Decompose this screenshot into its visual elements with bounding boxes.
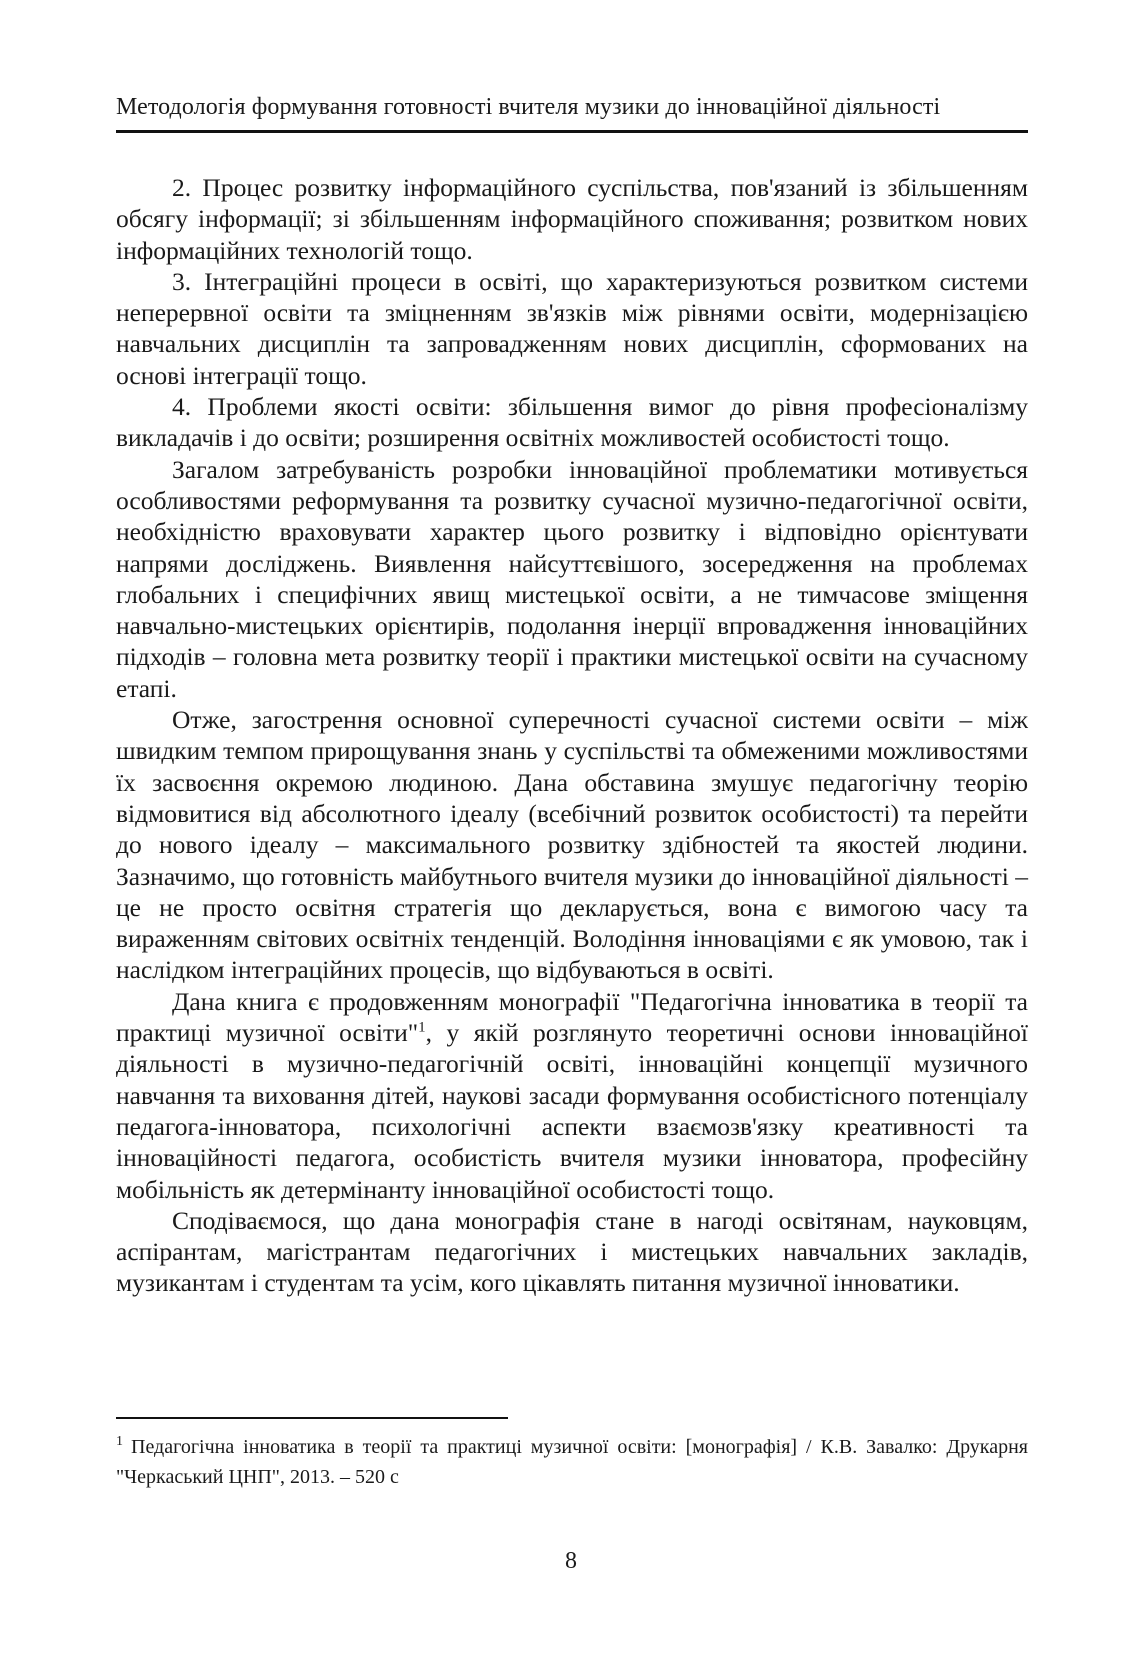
footnote-mark: 1 — [116, 1434, 123, 1450]
book-paragraph-text: Дана книга є продовженням монографії "Педагогічна інноватика в теорії та практиці музичної освіти" — [116, 986, 1028, 1048]
paragraph: 2. Процес розвитку інформаційного суспільства, пов'язаний із збільшенням обсягу інформації; зі збільшенням інформаційного споживання; розвитком нових інформаційних технологій тощо. — [116, 173, 1028, 265]
paragraph: 4. Проблеми якості освіти: збільшення вимог до рівня професіоналізму викладачів і до освіти; розширення освітніх можливостей особистості тощо. — [116, 392, 1028, 453]
footnote-reference[interactable]: 1 — [418, 1019, 426, 1036]
closing-paragraph: Сподіваємося, що дана монографія стане в нагоді освітянам, науковцям, аспірантам, магістрантам педагогічних і мистецьких навчальних закладів, музикантам і студентам та усім, кого цікавлять питання музичної інноватики. — [116, 1205, 1028, 1298]
running-head: Методологія формування готовності вчителя музики до інноваційної діяльності — [116, 94, 941, 120]
paragraph: Загалом затребуваність розробки інноваційної проблематики мотивується особливостями реформування та розвитку сучасної музично-педагогічної освіти, необхідністю враховувати характер цього розвитку і відповідно орієнтувати напрями досліджень. Виявлення найсуттєвішого, зосередження на проблемах глобальних і специфічних явищ мистецької освіти, а не тимчасове зміщення навчально-мистецьких орієнтирів, подолання інерції впровадження інноваційних підходів – головна мета розвитку теорії і практики мистецької освіти на сучасному етапі. — [116, 454, 1028, 703]
page-number: 8 — [565, 1548, 577, 1574]
header-rule — [116, 130, 1028, 133]
footnote-rule — [116, 1417, 508, 1419]
paragraph: 3. Інтеграційні процеси в освіті, що характеризуються розвитком системи неперервної освіти та зміцненням зв'язків між рівнями освіти, модернізацією навчальних дисциплін та запровадженням нових дисциплін, сформованих на основі інтеграції тощо. — [116, 266, 1028, 390]
footnote-text: Педагогічна інноватика в теорії та практиці музичної освіти: [монографія] / К.В. Завалко: Друкарня "Черкаський ЦНП", 2013. – 520 с — [116, 1436, 1028, 1488]
paragraph: Отже, загострення основної суперечності сучасної системи освіти – між швидким темпом прирощування знань у суспільстві та обмеженими можливостями їх засвоєння окремою людиною. Дана обставина змушує педагогічну теорію відмовитися від абсолютного ідеалу (всебічний розвиток особистості) та перейти до нового ідеалу – максимального розвитку здібностей та якостей людини. Зазначимо, що готовність майбутнього вчителя музики до інноваційної діяльності – це не просто освітня стратегія що декларується, вона є вимогою часу та вираженням світових освітніх тенденцій. Володіння інноваціями є як умовою, так і наслідком інтеграційних процесів, що відбуваються в освіті. — [116, 705, 1028, 985]
footnote — [116, 1432, 1028, 1492]
body-text — [116, 172, 1028, 1299]
book-paragraph — [116, 986, 1028, 1205]
book-paragraph-text: , у якій розглянуто теоретичні основи інноваційної діяльності в музично-педагогічній освіті, інноваційні концепції музичного навчання та виховання дітей, наукові засади формування особистісного потенціалу педагога-інноватора, психологічні аспекти взаємозв'язку креативності та інноваційності педагога, особистість вчителя музики інноватора, професійну мобільність як детермінанту інноваційної особистості тощо. — [116, 1018, 1029, 1204]
